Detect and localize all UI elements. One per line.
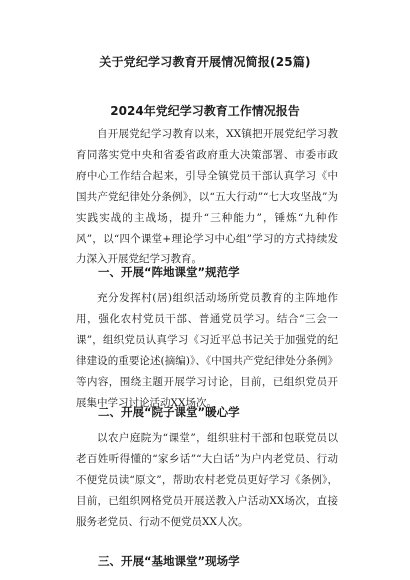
section-heading-3: 三、开展“基地课堂”现场学 [98,554,240,568]
intro-paragraph: 自开展党纪学习教育以来，XX镇把开展党纪学习教育同落实党中央和省委省政府重大决策部署、市委市政府中心工作结合起来，引导全镇党员干部认真学习《中国共产党纪律处分条例》，以“五大行动”“七大攻坚战”为实践实战的主战场，提升“三种能力”，锤炼“九种作风”，以“四个课堂+理论学习中心组”学习的方式持续发力深入开展党纪学习教育。 [76,128,338,266]
section-heading-2: 二、开展“院子课堂”暖心学 [98,405,240,419]
report-title: 2024年党纪学习教育工作情况报告 [110,104,300,118]
section-body-2: 以农户庭院为“课堂”，组织驻村干部和包联党员以老百姓听得懂的“家乡话”“大白话”为户内老党员、行动不便党员读“原文”，帮助农村老党员更好学习《条例》，目前，已组织网格党员开展送教入户活动XX场次，直接服务老党员、行动不便党员XX人次。 [76,432,338,528]
section-heading-1: 一、开展“阵地课堂”规范学 [98,265,240,279]
document-title: 关于党纪学习教育开展情况简报(25篇) [99,55,311,69]
section-body-1: 充分发挥村(居)组织活动场所党员教育的主阵地作用，强化农村党员干部、普通党员学习。结合“三会一课”，组织党员认真学习《习近平总书记关于加强党的纪律建设的重要论述(摘编)》、《中国共产党纪律处分条例》等内容，围绕主题开展学习讨论，目前，已组织党员开展集中学习讨论活动XX场次。 [76,292,338,409]
